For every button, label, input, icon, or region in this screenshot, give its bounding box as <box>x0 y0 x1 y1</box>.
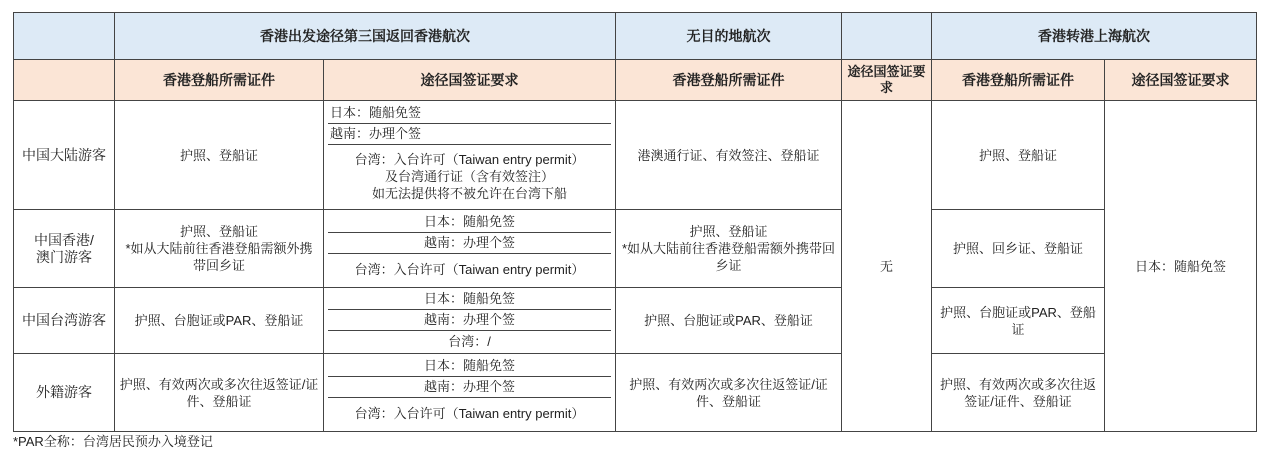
subheader-corner-cell <box>14 60 115 101</box>
visa-line-vietnam: 越南：办理个签 <box>328 233 611 254</box>
visa-line-taiwan-note: 如无法提供将不被允许在台湾下船 <box>371 186 567 201</box>
route2-docs-foreign: 护照、有效两次或多次往返签证/证件、登船证 <box>616 354 842 432</box>
visa-line-japan: 日本：随船免签 <box>328 356 611 377</box>
category-hk-macau: 中国香港/ 澳门游客 <box>14 210 115 288</box>
category-taiwan: 中国台湾游客 <box>14 288 115 354</box>
route2-docs-hk-macau <box>616 210 842 288</box>
route2-visa-all: 无 <box>842 101 932 432</box>
route1-docs-foreign: 护照、有效两次或多次往返签证/证件、登船证 <box>115 354 324 432</box>
route1-visa-mainland <box>324 101 616 210</box>
visa-line-japan: 日本：随船免签 <box>328 212 611 233</box>
subheader-visa-req-2: 途径国签证要求 <box>842 60 932 101</box>
header-route-2-empty <box>842 13 932 60</box>
route1-docs-hk-macau-text: 护照、登船证 *如从大陆前往香港登船需额外携带回乡证 <box>125 224 313 273</box>
subheader-visa-req-1: 途径国签证要求 <box>324 60 616 101</box>
visa-line-vietnam: 越南：办理个签 <box>328 377 611 398</box>
visa-line-taiwan: 台湾：入台许可（Taiwan entry permit） <box>354 152 585 167</box>
route1-visa-hk-macau <box>324 210 616 288</box>
route2-docs-hk-macau-text: 护照、登船证 *如从大陆前往香港登船需额外携带回乡证 <box>621 224 836 273</box>
visa-requirements-table <box>13 12 1257 432</box>
route3-docs-foreign: 护照、有效两次或多次往返签证/证件、登船证 <box>932 354 1105 432</box>
visa-line-taiwan: 台湾：/ <box>448 333 491 349</box>
subheader-hk-docs-2: 香港登船所需证件 <box>616 60 842 101</box>
visa-line-taiwan-pass: 及台湾通行证（含有效签注） <box>384 169 554 184</box>
subheader-row <box>14 60 1257 101</box>
table-row-foreign <box>14 354 1257 432</box>
route1-visa-foreign <box>324 354 616 432</box>
header-route-3: 香港转港上海航次 <box>932 13 1257 60</box>
header-route-2: 无目的地航次 <box>616 13 842 60</box>
route2-docs-taiwan: 护照、台胞证或PAR、登船证 <box>616 288 842 354</box>
header-row <box>14 13 1257 60</box>
route1-docs-hk-macau <box>115 210 324 288</box>
visa-line-japan: 日本：随船免签 <box>328 103 611 124</box>
route3-docs-hk-macau: 护照、回乡证、登船证 <box>932 210 1105 288</box>
table-row-mainland <box>14 101 1257 210</box>
visa-line-taiwan: 台湾：入台许可（Taiwan entry permit） <box>354 405 585 421</box>
subheader-hk-docs-3: 香港登船所需证件 <box>932 60 1105 101</box>
route2-docs-mainland: 港澳通行证、有效签注、登船证 <box>616 101 842 210</box>
footnote: *PAR全称：台湾居民预办入境登记 <box>13 434 213 449</box>
header-corner-cell <box>14 13 115 60</box>
table-row-taiwan <box>14 288 1257 354</box>
visa-line-vietnam: 越南：办理个签 <box>328 124 611 145</box>
visa-line-japan: 日本：随船免签 <box>328 289 611 310</box>
route1-docs-mainland: 护照、登船证 <box>115 101 324 210</box>
route1-docs-taiwan: 护照、台胞证或PAR、登船证 <box>115 288 324 354</box>
subheader-visa-req-3: 途径国签证要求 <box>1105 60 1257 101</box>
subheader-hk-docs-1: 香港登船所需证件 <box>115 60 324 101</box>
visa-line-vietnam: 越南：办理个签 <box>328 310 611 331</box>
header-route-1: 香港出发途径第三国返回香港航次 <box>115 13 616 60</box>
visa-block-taiwan <box>328 145 611 207</box>
visa-line-taiwan: 台湾：入台许可（Taiwan entry permit） <box>354 261 585 277</box>
category-mainland: 中国大陆游客 <box>14 101 115 210</box>
category-foreign: 外籍游客 <box>14 354 115 432</box>
table-row-hk-macau <box>14 210 1257 288</box>
route3-docs-mainland: 护照、登船证 <box>932 101 1105 210</box>
route3-docs-taiwan: 护照、台胞证或PAR、登船证 <box>932 288 1105 354</box>
route3-visa-all: 日本：随船免签 <box>1105 101 1257 432</box>
route1-visa-taiwan <box>324 288 616 354</box>
